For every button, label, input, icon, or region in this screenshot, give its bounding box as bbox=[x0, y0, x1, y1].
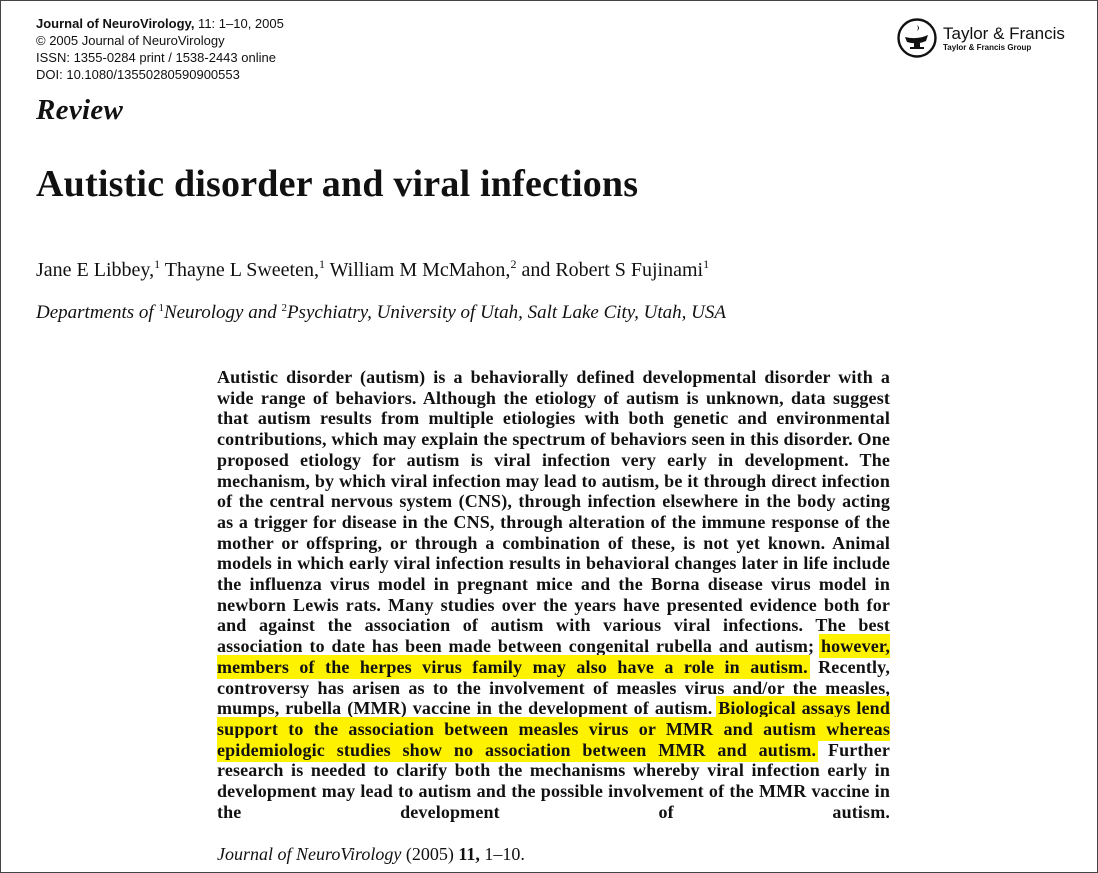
publisher-logo bbox=[897, 18, 1065, 58]
author-name: and Robert S Fujinami bbox=[516, 259, 704, 281]
highlighted-text[interactable]: however, members of the herpes virus family may also have a role in autism. bbox=[217, 636, 890, 677]
abstract bbox=[217, 367, 890, 822]
author-affiliation-mark: 1 bbox=[703, 257, 710, 271]
author-affiliation-mark: 1 bbox=[154, 257, 161, 271]
author-name: Jane E Libbey, bbox=[36, 259, 155, 281]
journal-name: Journal of NeuroVirology, bbox=[36, 16, 195, 31]
journal-issue: 11: 1–10, 2005 bbox=[194, 16, 284, 31]
author-affiliation-mark: 1 bbox=[318, 257, 325, 271]
author-name: William M McMahon, bbox=[324, 259, 511, 281]
taylor-francis-lamp-logo-icon bbox=[897, 18, 937, 58]
journal-citation-line bbox=[36, 15, 284, 32]
article-title: Autistic disorder and viral infections bbox=[36, 163, 639, 205]
abstract-text: Autistic disorder (autism) is a behaviorally defined developmental disorder with a wide range of behaviors. Although the etiology of autism is unknown, data suggest that autism results from multiple etiologies with both genetic and environmental contributions, which may explain the spectrum of behaviors seen in this disorder. One proposed etiology for autism is viral infection very early in development. The mechanism, by which viral infection may lead to autism, be it through direct infection of the central nervous system (CNS), through infection elsewhere in the body acting as a trigger for disease in the CNS, through alteration of the immune response of the mother or offspring, or through a combination of these, is not yet known. Animal models in which early viral infection results in behavioral changes later in life include the influenza virus model in pregnant mice and the Borna disease virus model in newborn Lewis rats. Many studies over the years have presented evidence both for and against the association of autism with various viral infections. The best association to date has been made between congenital rubella and autism; bbox=[217, 367, 890, 657]
affiliation bbox=[36, 302, 726, 324]
affiliation-mark: 1 bbox=[158, 302, 164, 314]
highlighted-text[interactable]: Biological assays lend support to the association between measles virus or MMR and autism whereas epidemiologic studies show no association between MMR and autism. bbox=[217, 698, 891, 760]
citation-pages: 1–10. bbox=[479, 844, 525, 864]
abstract-text: Recently, controversy has arisen as to the involvement of measles virus and/or the measles, mumps, rubella (MMR) vaccine in the development of autism. bbox=[217, 656, 890, 719]
citation-journal: Journal of NeuroVirology bbox=[217, 844, 402, 864]
journal-header bbox=[36, 15, 284, 83]
section-label: Review bbox=[36, 94, 124, 126]
affiliation-department: Psychiatry, University of Utah, Salt Lake City, Utah, USA bbox=[286, 302, 727, 323]
affiliation-department: Neurology and bbox=[163, 302, 282, 323]
publisher-text bbox=[943, 24, 1065, 53]
copyright-line: © 2005 Journal of NeuroVirology bbox=[36, 33, 225, 48]
abstract-citation bbox=[217, 844, 525, 865]
author-affiliation-mark: 2 bbox=[510, 257, 517, 271]
affiliation-mark: 2 bbox=[281, 302, 287, 314]
issn-line: ISSN: 1355-0284 print / 1538-2443 online bbox=[36, 50, 276, 65]
citation-year: (2005) bbox=[401, 844, 459, 864]
publisher-group: Taylor & Francis Group bbox=[943, 42, 1032, 52]
publisher-name: Taylor & Francis bbox=[943, 23, 1065, 43]
doi-line: DOI: 10.1080/13550280590900553 bbox=[36, 67, 240, 82]
author-name: Thayne L Sweeten, bbox=[160, 259, 319, 281]
affiliation-prefix: Departments of bbox=[36, 302, 159, 323]
abstract-text: Further research is needed to clarify both the mechanisms whereby viral infection early in development may lead to autism and the possible involvement of the MMR vaccine in the development of autism. bbox=[217, 739, 890, 822]
author-list bbox=[36, 259, 709, 282]
citation-volume: 11, bbox=[458, 844, 480, 864]
